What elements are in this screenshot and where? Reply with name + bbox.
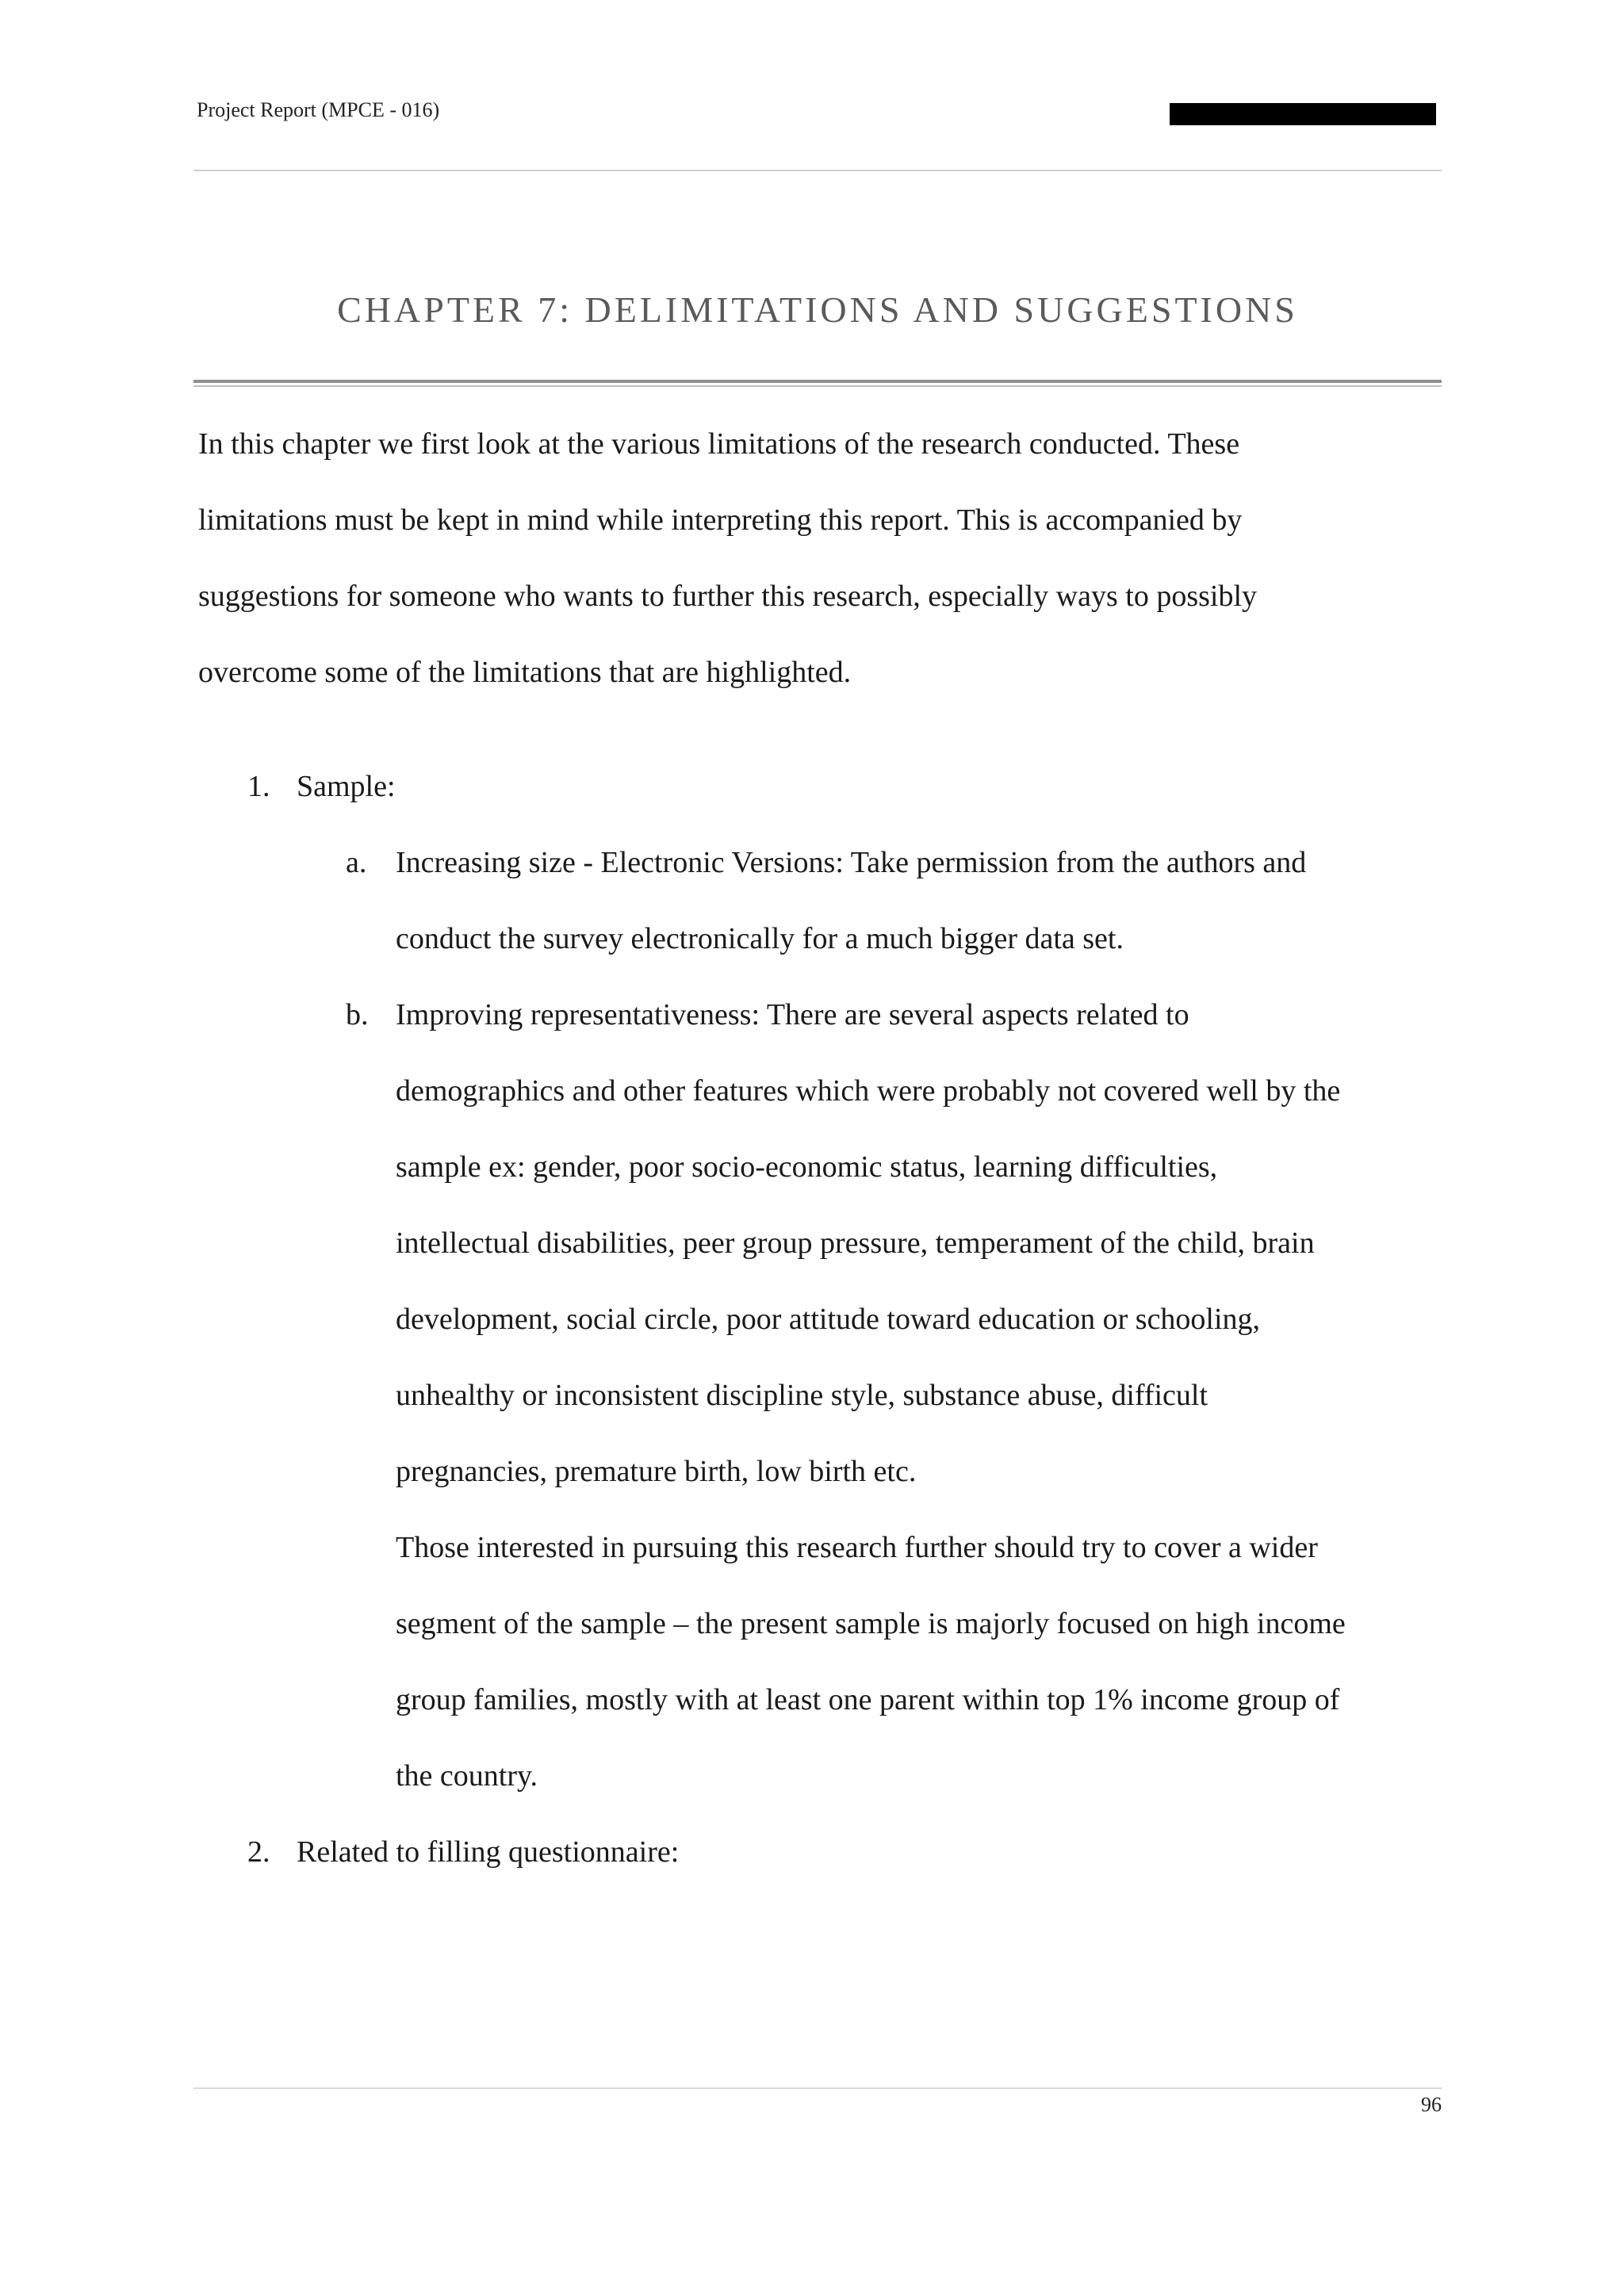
intro-paragraph <box>198 406 1257 710</box>
subitem-a-line: Increasing size - Electronic Versions: Take permission from the authors and <box>396 846 1307 879</box>
intro-line: In this chapter we first look at the various limitations of the research conducted. These <box>198 427 1240 461</box>
subitem-a-line: conduct the survey electronically for a much bigger data set. <box>396 922 1124 955</box>
footer-divider <box>193 2087 1442 2089</box>
list-subitem-a-text <box>396 825 1306 977</box>
subitem-b-line: development, social circle, poor attitude toward education or schooling, <box>396 1303 1261 1336</box>
redaction-bar <box>1170 103 1436 125</box>
subitem-b-line: intellectual disabilities, peer group pressure, temperament of the child, brain <box>396 1226 1315 1260</box>
subitem-b-line: pregnancies, premature birth, low birth etc. <box>396 1455 917 1488</box>
intro-line: limitations must be kept in mind while interpreting this report. This is accompanied by <box>198 503 1243 537</box>
subitem-b-line: segment of the sample – the present sample is majorly focused on high income <box>396 1607 1346 1640</box>
header-divider <box>193 170 1442 171</box>
page-number: 96 <box>1421 2093 1442 2116</box>
list-item-2-number: 2. <box>247 1835 270 1869</box>
subitem-b-line: Those interested in pursuing this research further should try to cover a wider <box>396 1531 1318 1564</box>
intro-line: suggestions for someone who wants to further this research, especially ways to possibly <box>198 580 1258 613</box>
list-subitem-a-letter: a. <box>346 846 367 879</box>
subitem-b-line: demographics and other features which were probably not covered well by the <box>396 1074 1341 1108</box>
subitem-b-line: Improving representativeness: There are several aspects related to <box>396 998 1189 1031</box>
list-subitem-b-letter: b. <box>346 998 369 1031</box>
intro-line: overcome some of the limitations that are highlighted. <box>198 656 852 689</box>
list-item-1-number: 1. <box>247 770 270 803</box>
subitem-b-line: unhealthy or inconsistent discipline style, substance abuse, difficult <box>396 1379 1208 1412</box>
subitem-b-line: the country. <box>396 1759 538 1793</box>
report-header-label: Project Report (MPCE - 016) <box>197 98 440 121</box>
list-subitem-b-text <box>396 977 1346 1814</box>
chapter-title: CHAPTER 7: DELIMITATIONS AND SUGGESTIONS <box>337 289 1298 330</box>
title-divider-thin <box>193 385 1442 387</box>
list-item-1-label: Sample: <box>297 770 396 803</box>
subitem-b-line: group families, mostly with at least one parent within top 1% income group of <box>396 1683 1340 1716</box>
subitem-b-line: sample ex: gender, poor socio-economic status, learning difficulties, <box>396 1150 1218 1184</box>
title-divider-thick <box>193 380 1442 383</box>
list-item-2-label: Related to filling questionnaire: <box>297 1835 680 1869</box>
